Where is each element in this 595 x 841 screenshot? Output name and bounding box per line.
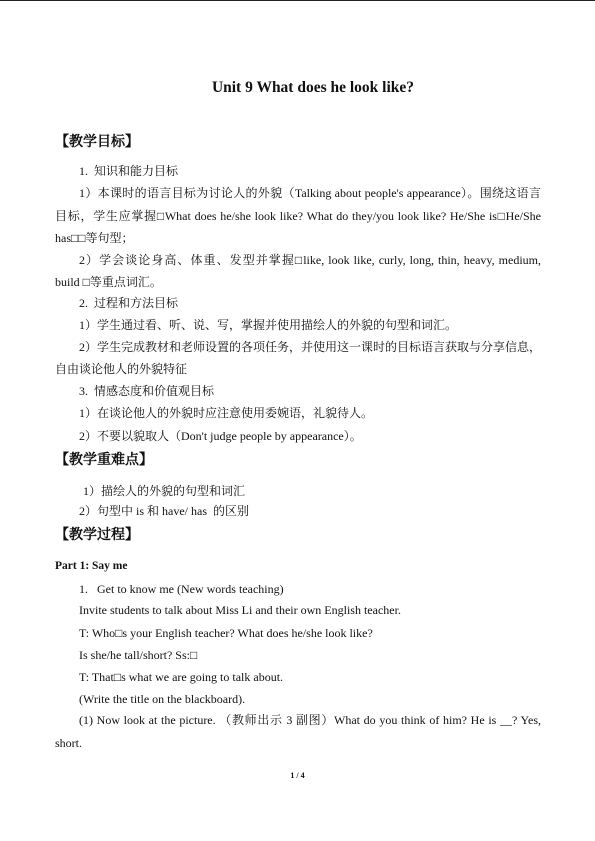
process-line: (1) Now look at the picture. （教师出示 3 副图）What do you think of him? He is __? Yes, (79, 713, 541, 727)
key-point-line: 1）描绘人的外貌的句型和词汇 (83, 484, 246, 498)
process-line: Is she/he tall/short? Ss:□ (79, 648, 198, 662)
document-title: Unit 9 What does he look like? (211, 79, 415, 96)
objective-line: 1）在谈论他人的外貌时应注意使用委婉语，礼貌待人。 (79, 406, 374, 420)
objectives-heading: 【教学目标】 (55, 135, 139, 150)
objective-line: build □等重点词汇。 (55, 275, 162, 289)
part1-title: Part 1: Say me (55, 560, 128, 572)
process-line: 1. Get to know me (New words teaching) (79, 582, 284, 596)
objective-line: has□□等句型； (55, 231, 134, 245)
objective-line: 2）学生完成教材和老师设置的各项任务，并使用这一课时的目标语言获取与分享信息， (79, 340, 542, 354)
objective-line: 2）学会谈论身高、体重、发型并掌握□like, look like, curly, long, thin, heavy, medium, (79, 253, 541, 267)
objective-line: 2. 过程和方法目标 (79, 296, 179, 310)
objective-line: 1）学生通过看、听、说、写，掌握并使用描绘人的外貌的句型和词汇。 (79, 318, 458, 332)
objective-line: 3. 情感态度和价值观目标 (79, 384, 215, 398)
process-heading: 【教学过程】 (55, 528, 139, 543)
key-points-heading: 【教学重难点】 (55, 453, 153, 468)
process-line: (Write the title on the blackboard). (79, 692, 246, 706)
objective-line: 自由谈论他人的外貌特征 (55, 362, 188, 376)
objective-line: 目标，学生应掌握□What does he/she look like? What do they/you look like? He/She is□He/She (55, 209, 541, 223)
page-number: 1 / 4 (290, 771, 305, 780)
process-line: T: Who□s your English teacher? What does he/she look like? (79, 626, 373, 640)
objective-line: 1）本课时的语言目标为讨论人的外貌（Talking about people's appearance）。围绕这语言 (79, 186, 541, 200)
process-line: Invite students to talk about Miss Li and their own English teacher. (79, 603, 401, 617)
objective-line: 2）不要以貌取人（Don't judge people by appearance）。 (79, 429, 362, 443)
process-line: short. (55, 736, 82, 750)
objective-line: 1. 知识和能力目标 (79, 164, 179, 178)
process-line: T: That□s what we are going to talk about. (79, 670, 284, 684)
key-point-line: 2）句型中 is 和 have/ has 的区别 (79, 504, 249, 518)
top-rule (0, 0, 595, 1)
